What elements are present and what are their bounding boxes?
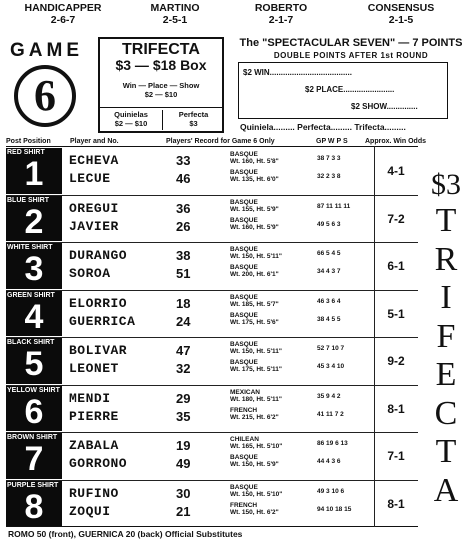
player-name: JAVIER [69, 218, 119, 234]
player-number: 19 [176, 438, 191, 453]
player-stats: 46 3 6 4 [317, 297, 341, 305]
column-header-record: Players' Record for Game 6 Only [166, 138, 275, 145]
player-record [230, 246, 282, 260]
player-nationality: BASQUE [230, 216, 258, 224]
quiniela-price: $2 — $10 [114, 119, 148, 128]
player-record [230, 436, 282, 450]
post-number: 6 [24, 392, 44, 431]
game-number-circle: 6 [14, 65, 76, 127]
player-physique: Wt. 160, Ht. 5'8" [230, 158, 279, 165]
row-divider [6, 385, 418, 386]
shirt-color: YELLOW SHIRT [7, 386, 60, 394]
handicapper-name: HANDICAPPER [24, 2, 102, 14]
player-name: OREGUI [69, 200, 119, 216]
player-name: GORRONO [69, 456, 128, 471]
player-stats: 87 11 11 11 [317, 202, 351, 210]
row-divider [6, 242, 418, 243]
post-position-block [6, 338, 62, 384]
post-number: 2 [24, 202, 44, 241]
player-name: LECUE [69, 171, 111, 186]
wps-price: $2 — $10 [144, 90, 178, 99]
win-odds: 7-1 [387, 449, 405, 463]
win-odds: 9-2 [387, 354, 405, 368]
player-record [230, 199, 279, 213]
player-number: 26 [176, 218, 191, 234]
side-letter: E [435, 356, 457, 393]
player-number: 30 [176, 485, 191, 501]
post-number: 7 [24, 440, 44, 478]
win-odds: 7-2 [387, 211, 405, 226]
player-record [230, 312, 279, 326]
player-name: PIERRE [69, 408, 119, 424]
handicapper-selection: 2-1-5 [388, 14, 414, 26]
player-number: 47 [176, 343, 191, 358]
column-header-odds: Approx. Win Odds [365, 138, 426, 145]
side-letter: T [435, 433, 457, 470]
player-name: ELORRIO [69, 295, 128, 311]
player-number: 35 [176, 408, 191, 424]
shirt-color: RED SHIRT [7, 149, 45, 156]
shirt-color: BLACK SHIRT [7, 339, 55, 346]
post-number: 5 [24, 345, 44, 383]
row-divider [6, 290, 418, 291]
win-place-show [100, 81, 222, 99]
player-name: LEONET [69, 361, 119, 376]
player-physique: Wt. 135, Ht. 6'0" [230, 176, 279, 183]
shirt-color: PURPLE SHIRT [7, 481, 59, 489]
post-number: 8 [24, 487, 44, 526]
side-price: $3 [431, 168, 461, 201]
player-stats: 66 5 4 5 [317, 250, 341, 257]
player-physique: Wt. 215, Ht. 6'2" [230, 413, 279, 421]
player-stats: 45 3 4 10 [317, 363, 345, 370]
row-divider [6, 432, 418, 433]
win-odds: 8-1 [387, 496, 405, 511]
player-physique: Wt. 185, Ht. 5'7" [230, 300, 279, 308]
player-record [230, 341, 282, 355]
column-header-post: Post Position [6, 138, 51, 145]
player-nationality: FRENCH [230, 501, 258, 509]
column-header-stats: GP W P S [316, 138, 348, 145]
player-stats: 86 19 6 13 [317, 440, 348, 447]
quiniela-price-cell [100, 110, 162, 128]
player-nationality: BASQUE [230, 293, 258, 301]
player-name: ZABALA [69, 438, 119, 453]
side-letter: C [434, 394, 458, 432]
win-odds: 8-1 [387, 401, 405, 416]
perfecta-price: $3 [189, 119, 198, 128]
player-number: 46 [176, 171, 191, 186]
post-position-block [6, 386, 62, 432]
player-physique: Wt. 175, Ht. 5'11" [230, 366, 282, 373]
player-record [230, 264, 279, 278]
player-number: 38 [176, 248, 191, 263]
shirt-color: BROWN SHIRT [7, 434, 58, 441]
handicapper-selection: 2-5-1 [162, 14, 188, 26]
player-stats: 35 9 4 2 [317, 392, 341, 400]
player-record [230, 454, 279, 468]
handicapper-name: CONSENSUS [367, 2, 435, 14]
shirt-color: BLUE SHIRT [7, 196, 49, 204]
player-number: 18 [176, 295, 191, 311]
player-nationality: BASQUE [230, 483, 258, 491]
player-number: 24 [176, 313, 191, 329]
post-position-block [6, 433, 62, 479]
player-name: ZOQUI [69, 503, 111, 519]
player-nationality: BASQUE [230, 311, 258, 319]
player-nationality: MEXICAN [230, 388, 260, 396]
player-stats: 94 10 18 15 [317, 505, 352, 513]
player-nationality: BASQUE [230, 454, 258, 461]
player-physique: Wt. 160, Ht. 5'9" [230, 223, 279, 231]
post-position-block [6, 291, 62, 337]
quiniela-label: Quinielas [114, 110, 148, 119]
handicapper-picks [0, 2, 474, 30]
player-physique: Wt. 155, Ht. 5'9" [230, 205, 279, 213]
player-name: BOLIVAR [69, 343, 128, 358]
player-stats: 34 4 3 7 [317, 268, 341, 275]
player-number: 36 [176, 200, 191, 216]
player-nationality: BASQUE [230, 246, 258, 253]
trifecta-title: TRIFECTA [122, 41, 200, 58]
player-record [230, 502, 279, 516]
handicapper-selection: 2-6-7 [50, 14, 76, 26]
player-stats: 41 11 7 2 [317, 410, 344, 418]
player-physique: Wt. 165, Ht. 5'10" [230, 443, 283, 450]
post-number: 1 [24, 155, 44, 193]
player-stats: 49 3 10 6 [317, 487, 345, 495]
player-name: RUFINO [69, 485, 119, 501]
handicapper-name: ROBERTO [254, 2, 308, 14]
trifecta-price: $3 — $18 Box [115, 57, 207, 73]
player-stats: 44 4 3 6 [317, 458, 341, 465]
quiniela-perfecta-prices [100, 107, 222, 131]
place-entry-line: $2 PLACE....................... [305, 85, 395, 94]
side-letter: R [434, 240, 458, 278]
shirt-color: WHITE SHIRT [7, 244, 53, 251]
player-name: ECHEVA [69, 153, 119, 168]
win-entry-line: $2 WIN..................................... [243, 68, 352, 77]
handicapper-name: MARTINO [150, 2, 200, 14]
shirt-color: GREEN SHIRT [7, 291, 55, 299]
player-stats: 38 4 5 5 [317, 315, 341, 323]
post-number: 4 [24, 297, 44, 336]
player-number: 32 [176, 361, 191, 376]
player-physique: Wt. 150, Ht. 5'10" [230, 490, 283, 498]
post-position-block [6, 243, 62, 289]
post-position-block [6, 196, 62, 242]
row-divider [6, 480, 418, 481]
player-record [230, 217, 279, 231]
handicapper-pick [18, 2, 108, 26]
player-stats: 52 7 10 7 [317, 345, 345, 352]
trifecta-price-box [98, 37, 224, 133]
player-number: 29 [176, 390, 191, 406]
exotic-entry-line: Quiniela......... Perfecta......... Trifecta......... [240, 122, 406, 132]
side-letter: A [433, 471, 459, 509]
player-nationality: BASQUE [230, 264, 258, 271]
player-stats: 49 5 6 3 [317, 220, 341, 228]
handicapper-selection: 2-1-7 [268, 14, 294, 26]
player-name: DURANGO [69, 248, 128, 263]
player-number: 49 [176, 456, 191, 471]
player-record [230, 151, 279, 165]
player-name: MENDI [69, 390, 111, 406]
post-position-block [6, 148, 62, 194]
player-number: 51 [176, 266, 191, 281]
handicapper-pick [246, 2, 316, 26]
spectacular-seven-title: The "SPECTACULAR SEVEN" — 7 POINTS [239, 37, 463, 49]
trifecta-side-banner [418, 146, 474, 527]
show-entry-line: $2 SHOW.............. [351, 102, 418, 111]
spectacular-seven-subtitle: DOUBLE POINTS AFTER 1st ROUND [273, 51, 429, 60]
substitutes-note: ROMO 50 (front), GUERNICA 20 (back) Official Substitutes [8, 529, 243, 539]
player-stats: 38 7 3 3 [317, 155, 341, 162]
perfecta-label: Perfecta [178, 110, 209, 119]
game-label: GAME [10, 40, 83, 61]
player-physique: Wt. 150, Ht. 5'9" [230, 461, 279, 468]
side-letter: T [435, 202, 457, 239]
row-divider [6, 337, 418, 338]
player-nationality: CHILEAN [230, 436, 259, 443]
player-physique: Wt. 150, Ht. 5'11" [230, 253, 282, 260]
side-letter: I [440, 279, 452, 316]
side-letter: F [436, 317, 456, 355]
spectacular-seven-entry-box [238, 62, 448, 119]
player-record [230, 294, 279, 308]
handicapper-pick [356, 2, 446, 26]
row-divider [6, 195, 418, 196]
column-header-player: Player and No. [70, 138, 119, 145]
player-record [230, 389, 282, 403]
player-stats: 32 2 3 8 [317, 173, 341, 180]
wps-label: Win — Place — Show [122, 81, 200, 90]
player-number: 33 [176, 153, 191, 168]
player-name: SOROA [69, 266, 111, 281]
handicapper-pick [140, 2, 210, 26]
player-record [230, 169, 279, 183]
perfecta-price-cell [162, 110, 224, 130]
player-physique: Wt. 175, Ht. 5'6" [230, 318, 279, 326]
player-physique: Wt. 180, Ht. 5'11" [230, 395, 282, 403]
win-odds: 5-1 [387, 306, 405, 321]
win-odds: 6-1 [387, 259, 405, 273]
player-nationality: BASQUE [230, 359, 258, 366]
player-record [230, 407, 279, 421]
player-name: GUERRICA [69, 313, 136, 329]
player-number: 21 [176, 503, 191, 519]
player-nationality: BASQUE [230, 341, 258, 348]
win-odds: 4-1 [387, 164, 405, 178]
player-nationality: BASQUE [230, 151, 258, 158]
post-position-block [6, 481, 62, 527]
player-physique: Wt. 150, Ht. 5'11" [230, 348, 282, 355]
player-nationality: FRENCH [230, 406, 258, 414]
player-physique: Wt. 200, Ht. 6'1" [230, 271, 279, 278]
post-number: 3 [24, 250, 44, 288]
player-physique: Wt. 150, Ht. 6'2" [230, 508, 279, 516]
player-record [230, 359, 282, 373]
player-record [230, 484, 282, 498]
player-nationality: BASQUE [230, 198, 258, 206]
player-nationality: BASQUE [230, 169, 258, 176]
